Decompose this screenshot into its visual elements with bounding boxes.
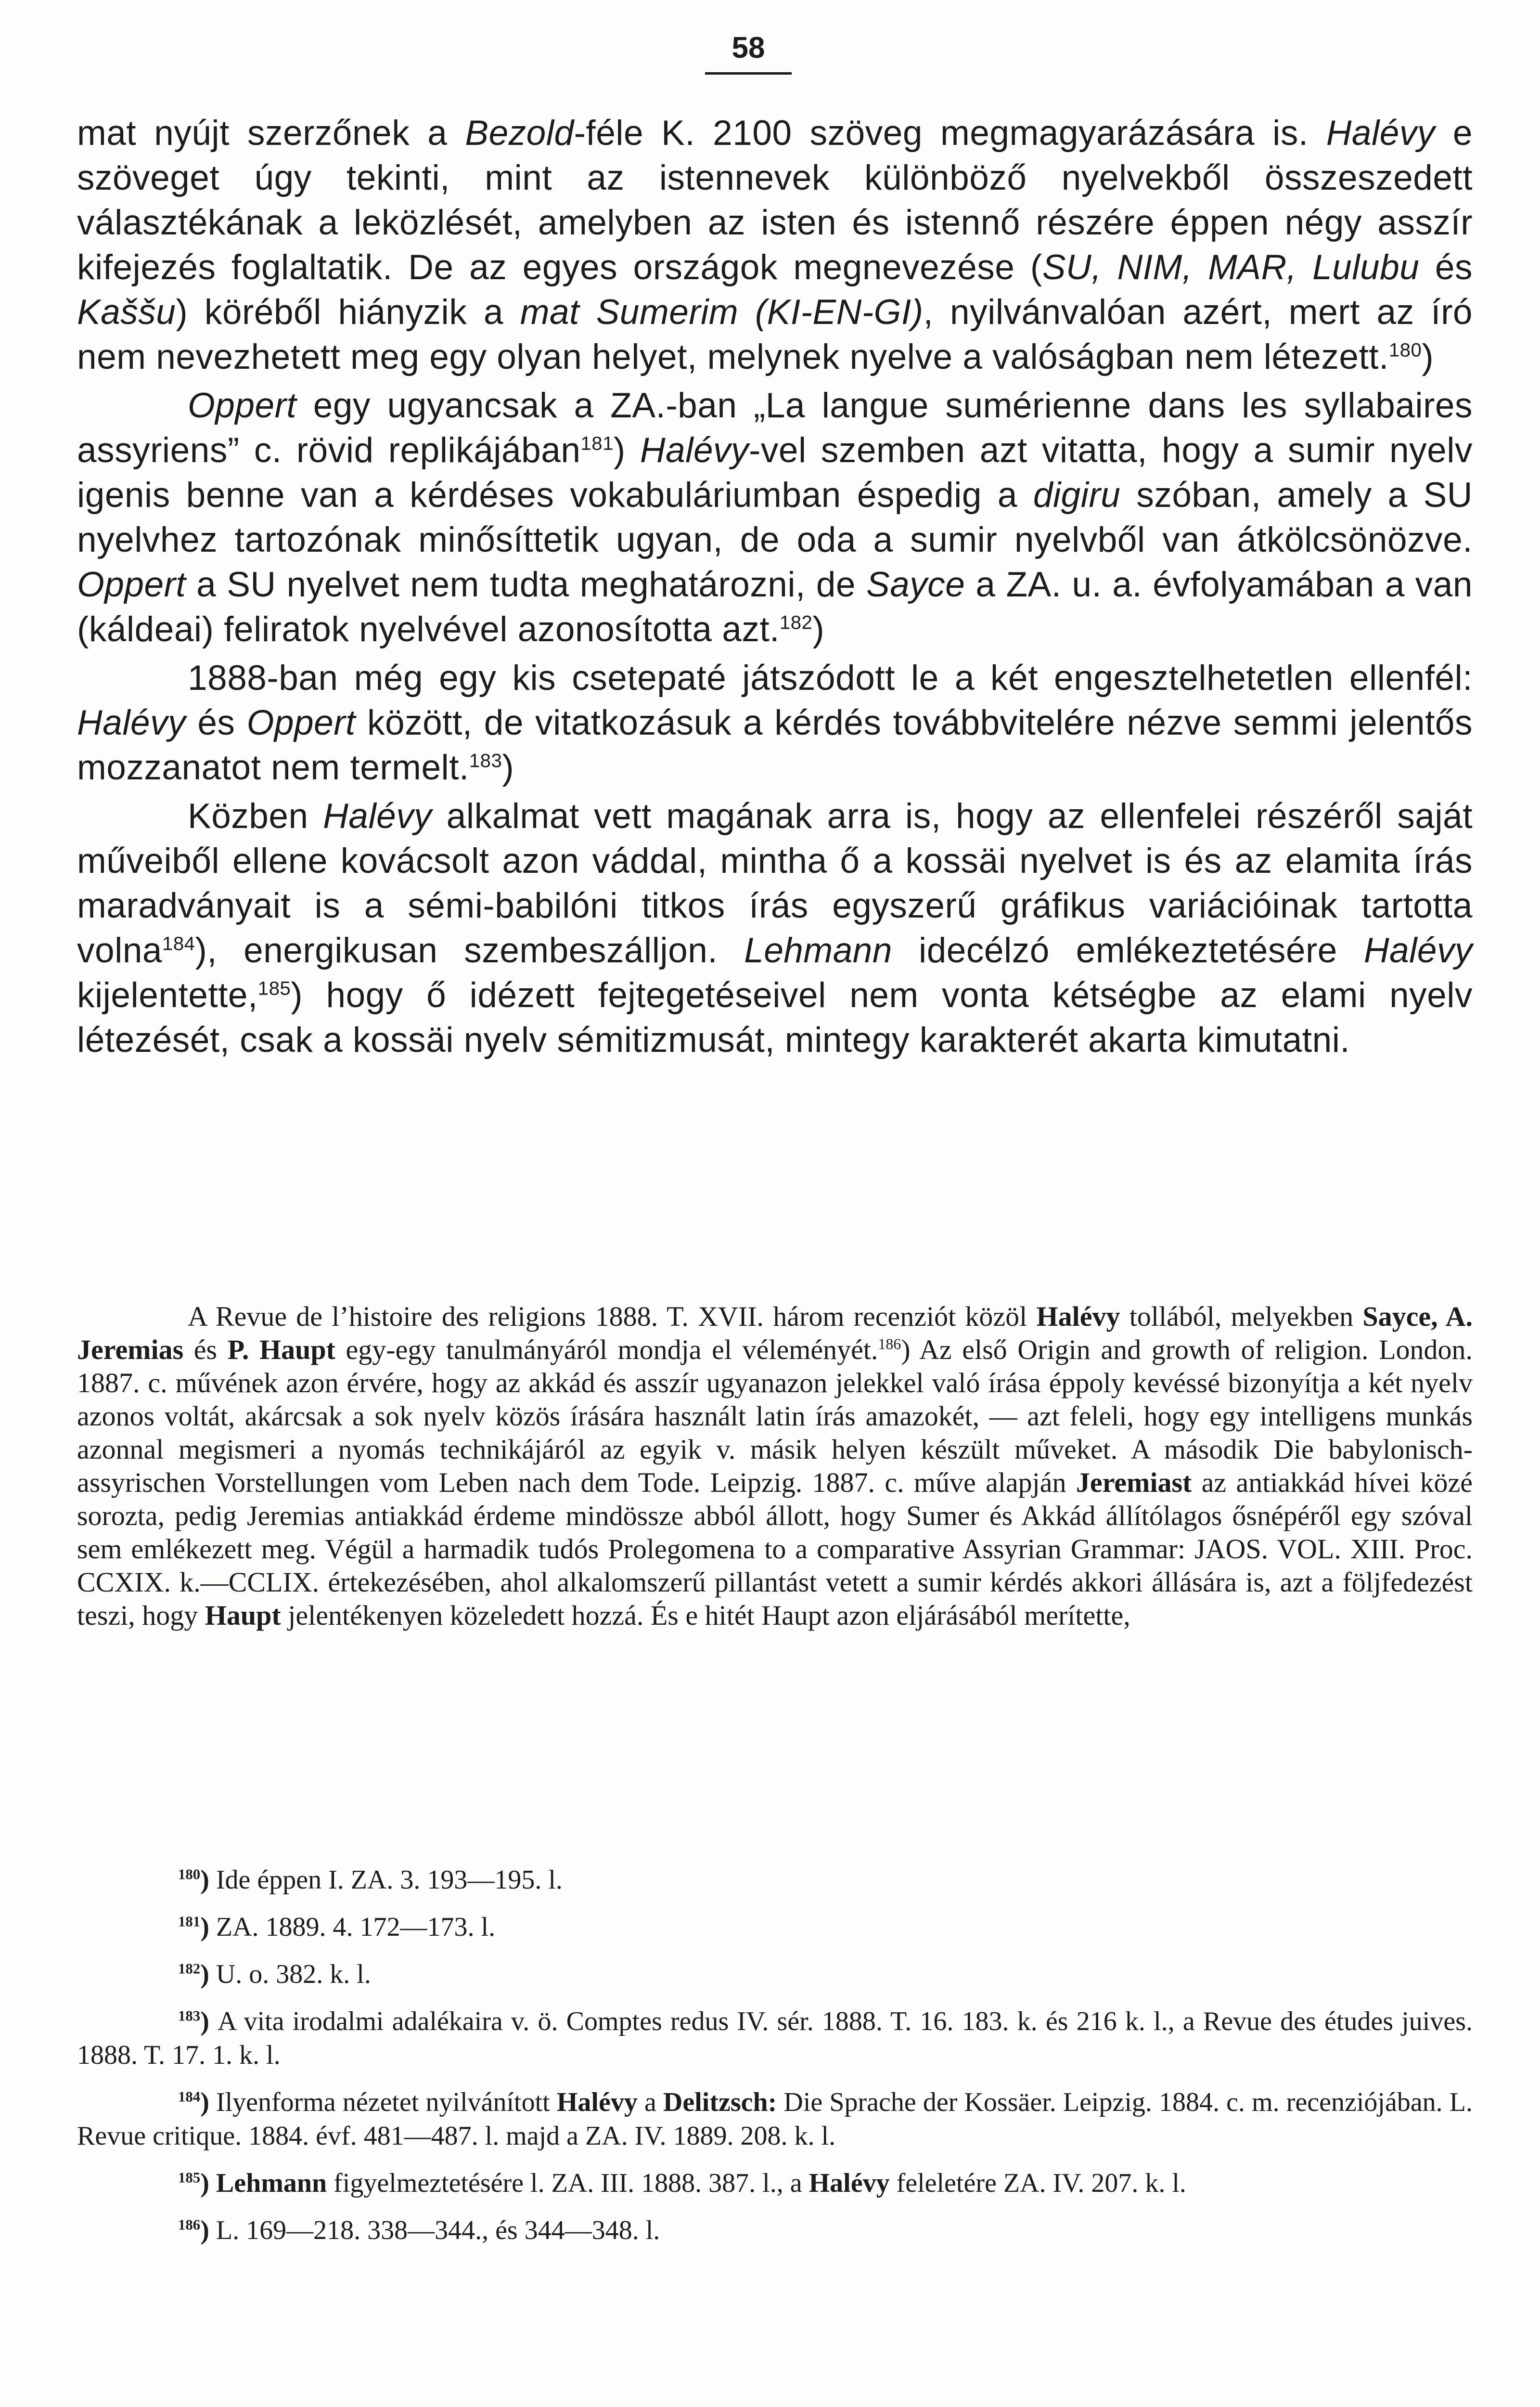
- bold-name: Jeremiast: [1076, 1467, 1192, 1498]
- text-run: idecélzó emlékeztetésére: [892, 931, 1364, 970]
- text-run: ZA. 1889. 4. 172—173. l.: [216, 1912, 496, 1942]
- footnote-ref: 181: [580, 432, 614, 454]
- footnote: [77, 2085, 1473, 2153]
- review-paragraph: [77, 1300, 1473, 1632]
- footnote-number-value: 185: [178, 2169, 201, 2186]
- text-run: tollából, melyekben: [1120, 1301, 1363, 1332]
- footnote-number-value: 183: [178, 2007, 201, 2024]
- footnote-number: $^{183}$): [178, 2006, 218, 2036]
- footnote-ref: 183: [469, 750, 502, 772]
- text-run: a ZA. u. a. évfolyamában a van (káldeai) feliratok nyelvével azonosította azt.: [77, 565, 1473, 649]
- italic-name: Halévy: [640, 431, 749, 470]
- bold-name: Delitzsch:: [663, 2087, 777, 2117]
- italic-name: Lehmann: [744, 931, 892, 970]
- footnote-number-value: 184: [178, 2088, 201, 2105]
- text-run: L. 169—218. 338—344., és 344—348. l.: [216, 2215, 660, 2245]
- footnote: [77, 1910, 1473, 1944]
- footnote: [77, 2213, 1473, 2247]
- text-run: jelentékenyen közeledett hozzá. És e hitét Haupt azon eljárásából merítette,: [281, 1600, 1130, 1631]
- text-run: az antiakkád hívei közé sorozta, pedig Jeremias antiakkád érdeme mindössze abból állott, hogy Sumer és Akkád állítólagos ősnépéről egy szóval sem emlékezett meg. Végül a harmadik tudós Prolegomena to a comparative Assyrian Grammar: JAOS. VOL. XIII. Proc. CCXIX. k.—CCLIX. értekezésében, ahol alkalomszerű pillantást vetett a sumir kérdés akkori állására is, azt a följfedezést teszi, hogy: [77, 1467, 1473, 1631]
- paragraph: [77, 383, 1473, 652]
- text-run: U. o. 382. k. l.: [216, 1959, 371, 1989]
- footnote-number: $^{184}$): [178, 2087, 216, 2117]
- footnote-number: $^{185}$): [178, 2168, 216, 2198]
- bold-name: Sayce, A. Jeremias: [77, 1301, 1473, 1365]
- text-run: Közben: [188, 797, 323, 836]
- text-run: ) hogy ő idézett fejtegetéseivel nem vonta kétségbe az elami nyelv létezését, csak a kossäi nyelv sémitizmusát, mintegy karakterét akarta kimutatni.: [77, 976, 1473, 1060]
- footnote-number: $^{181}$): [178, 1912, 216, 1942]
- footnote: [77, 2166, 1473, 2200]
- text-run: feleletére ZA. IV. 207. k. l.: [889, 2168, 1186, 2198]
- text-run: és: [1419, 248, 1473, 287]
- footnote-number: $^{186}$): [178, 2215, 216, 2245]
- italic-name: SU, NIM, MAR, Lulubu: [1042, 248, 1420, 287]
- text-run: Die Sprache der Kossäer. Leipzig. 1884. c. m. recenziójában. L. Revue critique. 1884. évf. 481—487. l. majd a ZA. IV. 1889. 208. k. l.: [77, 2087, 1473, 2151]
- footnote: [77, 1863, 1473, 1897]
- italic-name: mat Sumerim (KI-EN-GI): [520, 293, 924, 332]
- text-run: figyelmeztetésére l. ZA. III. 1888. 387. l., a: [327, 2168, 809, 2198]
- page-number: 58: [732, 31, 765, 65]
- text-run: Ilyenforma nézetet nyilvánított: [216, 2087, 557, 2117]
- italic-name: Kaššu: [77, 293, 176, 332]
- bold-name: Halévy: [1036, 1301, 1120, 1332]
- text-run: és: [183, 1334, 228, 1365]
- footnote-number-value: 182: [178, 1960, 201, 1977]
- footnote: [77, 1957, 1473, 1991]
- text-run: 1888-ban még egy kis csetepaté játszódott le a két engesztelhetetlen ellenfél:: [188, 659, 1473, 698]
- italic-name: Halévy: [323, 797, 432, 836]
- italic-name: Bezold: [465, 114, 574, 153]
- text-run: ): [1422, 337, 1434, 376]
- text-run: Ide éppen I. ZA. 3. 193—195. l.: [216, 1865, 563, 1895]
- text-run: között, de vitatkozásuk a kérdés továbbvitelére nézve semmi jelentős mozzanatot nem termelt.: [77, 703, 1473, 787]
- paragraph: [77, 656, 1473, 790]
- text-run: a SU nyelvet nem tudta meghatározni, de: [186, 565, 866, 604]
- footnote-number-value: 181: [178, 1913, 201, 1930]
- text-run: , nyilvánvalóan azért, mert az író nem nevezhetett meg egy olyan helyet, melynek nyelve a valóságban nem létezett.: [77, 293, 1473, 376]
- text-run: ) Az első Origin and growth of religion. London. 1887. c. művének azon érvére, hogy az akkád és asszír ugyanazon jelekkel való írása éppoly kevéssé bizonyítja a két nyelv azonos voltát, akárcsak a sok nyelv közös írására használt latin írás amazokét, — azt feleli, hogy egy intelligens munkás azonnal megismeri a nyomás technikájáról az egyik v. másik helyen készült műveket. A második Die babylonisch-assyrischen Vorstellungen vom Leben nach dem Tode. Leipzig. 1887. c. műve alapján: [77, 1334, 1473, 1498]
- italic-name: Oppert: [77, 565, 186, 604]
- footnote-number: $^{180}$): [178, 1865, 216, 1895]
- footnote-ref: 185: [257, 977, 291, 999]
- bold-name: Halévy: [556, 2087, 638, 2117]
- footnote-number-value: 186: [178, 2216, 201, 2233]
- italic-name: Halévy: [77, 703, 186, 742]
- footnote-ref: 186: [878, 1335, 901, 1353]
- italic-name: digiru: [1033, 476, 1121, 515]
- text-run: ): [502, 748, 514, 787]
- bold-name: Lehmann: [216, 2168, 327, 2198]
- footnote-ref: 182: [779, 611, 813, 634]
- page-number-underline: [705, 72, 792, 75]
- text-run: -féle K. 2100 szöveg megmagyarázására is.: [574, 114, 1326, 153]
- text-run: alkalmat vett magának arra is, hogy az ellenfelei részéről saját műveiből ellene kovácsolt azon váddal, mintha ő a kossäi nyelvet is és az elamita írás maradványait is a sémi-babilóni titkos írás egyszerű gráfikus variációinak tartotta volna: [77, 797, 1473, 970]
- text-run: ): [613, 431, 640, 470]
- bold-name: Haupt: [205, 1600, 281, 1631]
- text-run: ), energikusan szembeszálljon.: [195, 931, 744, 970]
- footnotes: [77, 1863, 1473, 2261]
- italic-name: Halévy: [1326, 114, 1435, 153]
- paragraph: [77, 111, 1473, 379]
- footnote-ref: 184: [162, 932, 195, 955]
- text-run: és: [186, 703, 247, 742]
- italic-name: Halévy: [1363, 931, 1473, 970]
- text-run: a: [637, 2087, 663, 2117]
- text-run: mat nyújt szerzőnek a: [77, 114, 465, 153]
- bold-name: Halévy: [808, 2168, 890, 2198]
- text-run: A Revue de l’histoire des religions 1888. T. XVII. három recenziót közöl: [188, 1301, 1037, 1332]
- footnote-number: $^{182}$): [178, 1959, 216, 1989]
- text-run: egy ugyancsak a ZA.-ban „La langue sumérienne dans les syllabaires assyriens” c. rövid replikájában: [77, 386, 1473, 470]
- text-run: -vel szemben azt vitatta, hogy a sumir nyelv igenis benne van a kérdéses vokabuláriumban éspedig a: [77, 431, 1473, 515]
- footnote-ref: 180: [1388, 339, 1422, 361]
- text-run: egy-egy tanulmányáról mondja el véleményét.: [335, 1334, 878, 1365]
- main-text: [77, 111, 1473, 1062]
- italic-name: Oppert: [188, 386, 297, 425]
- footnote-number-value: 180: [178, 1866, 201, 1883]
- italic-name: Oppert: [246, 703, 356, 742]
- bold-name: P. Haupt: [227, 1334, 335, 1365]
- text-run: A vita irodalmi adalékaira v. ö. Comptes redus IV. sér. 1888. T. 16. 183. k. és 216 k. l., a Revue des études juives. 1888. T. 17. 1. k. l.: [77, 2006, 1473, 2070]
- text-run: szóban, amely a SU nyelvhez tartozónak minősíttetik ugyan, de oda a sumir nyelvből van átkölcsönözve.: [77, 476, 1473, 559]
- text-run: kijelentette,: [77, 976, 258, 1015]
- text-run: ) köréből hiányzik a: [176, 293, 520, 332]
- text-run: e szöveget úgy tekinti, mint az istennevek különböző nyelvekből összeszedett választékának a leközlését, amelyben az isten és istennő részére éppen négy asszír kifejezés foglaltatik. De az egyes országok megnevezése (: [77, 114, 1473, 287]
- paragraph: [77, 794, 1473, 1062]
- italic-name: Sayce: [866, 565, 965, 604]
- text-run: ): [812, 610, 825, 649]
- footnote: [77, 2005, 1473, 2072]
